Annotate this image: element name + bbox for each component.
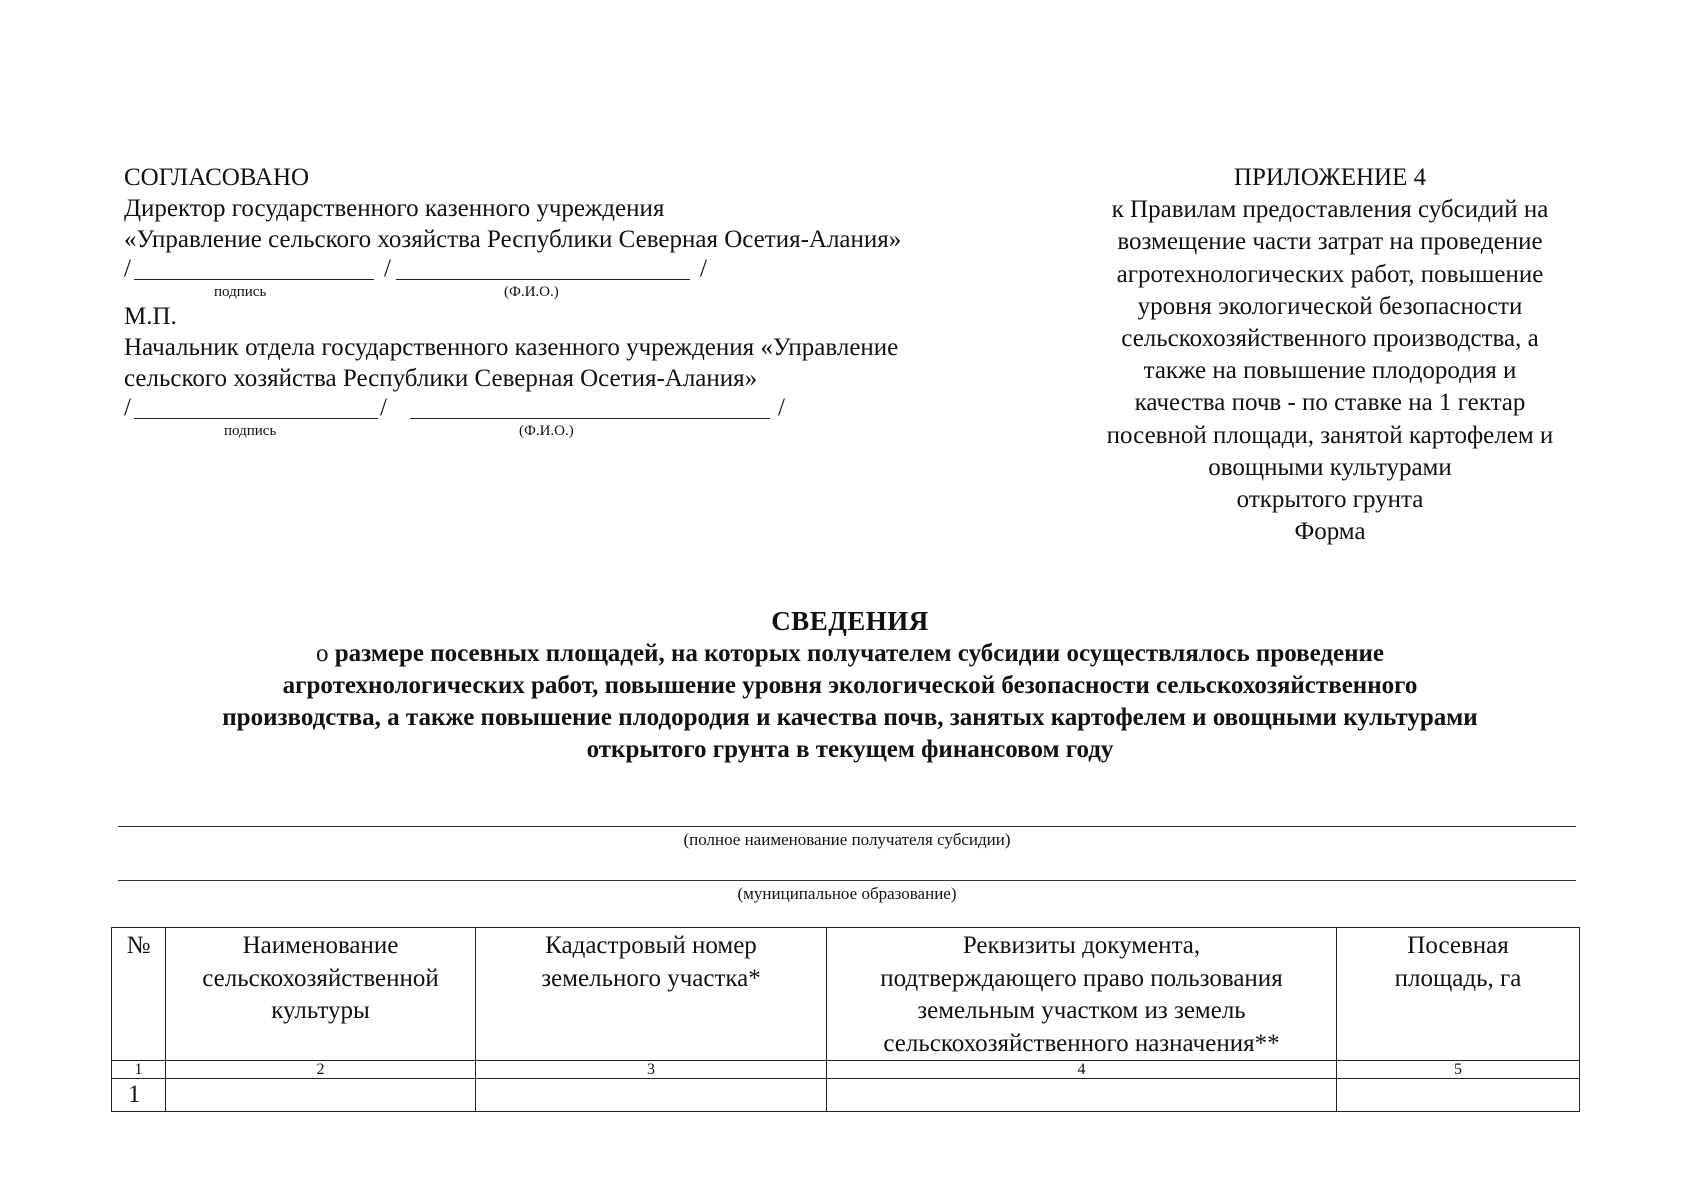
fio-blank <box>396 279 690 280</box>
slash-mark: / <box>380 394 387 421</box>
appendix-line: качества почв - по ставке на 1 гектар <box>1134 389 1526 417</box>
header-line: подтверждающего право пользования <box>880 964 1283 992</box>
signature-caption: подпись <box>224 423 277 439</box>
header-cadastral-number <box>476 928 827 1061</box>
table-row <box>112 1079 1580 1112</box>
header-line: земельным участком из земель <box>917 997 1246 1024</box>
header-crop-name <box>166 928 476 1061</box>
column-number: 5 <box>1337 1061 1580 1079</box>
appendix-line: к Правилам предоставления субсидий на <box>1111 196 1549 224</box>
title-text: размере посевных площадей, на которых получателем субсидии осуществлялось проведение <box>334 640 1385 667</box>
title-line-2: агротехнологических работ, повышение уровня экологической безопасности сельскохозяйственного <box>282 672 1418 699</box>
appendix-line: агротехнологических работ, повышение <box>1116 260 1544 288</box>
title-line-3: производства, а также повышение плодородия и качества почв, занятых картофелем и овощными культурами <box>222 704 1478 731</box>
title-heading: СВЕДЕНИЯ <box>771 606 929 636</box>
column-number: 3 <box>476 1061 827 1079</box>
column-number: 1 <box>112 1061 166 1079</box>
director-title: Директор государственного казенного учреждения <box>124 195 665 222</box>
header-line: Реквизиты документа, <box>962 932 1201 959</box>
slash-mark: / <box>384 255 391 282</box>
chief-title-line-2: сельского хозяйства Республики Северная Осетия-Алания» <box>124 365 758 392</box>
title-prefix: о <box>315 640 329 667</box>
appendix-line: также на повышение плодородия и <box>1143 357 1517 385</box>
approval-heading: СОГЛАСОВАНО <box>124 164 310 191</box>
signature-caption: подпись <box>214 284 267 300</box>
slash-mark: / <box>778 394 785 421</box>
header-line: площадь, га <box>1394 964 1522 992</box>
appendix-line: сельскохозяйственного производства, а <box>1121 325 1539 353</box>
appendix-line: открытого грунта <box>1236 486 1424 514</box>
row-number-cell: 1 <box>112 1079 166 1112</box>
institution-name: «Управление сельского хозяйства Республики Северная Осетия-Алания» <box>124 226 902 253</box>
recipient-name-line[interactable] <box>118 826 1576 827</box>
header-line: Посевная <box>1407 932 1509 959</box>
municipality-line[interactable] <box>118 880 1576 881</box>
title-line-4: открытого грунта в текущем финансовом году <box>586 736 1114 763</box>
title-line-1 <box>80 638 1620 670</box>
fio-caption: (Ф.И.О.) <box>519 423 574 439</box>
recipient-caption: (полное наименование получателя субсидии) <box>683 830 1011 849</box>
slash-mark: / <box>124 394 131 421</box>
appendix-block <box>1050 162 1610 548</box>
fio-blank <box>410 418 770 419</box>
crop-name-cell[interactable] <box>166 1079 476 1112</box>
slash-mark: / <box>124 255 131 282</box>
director-signature-row <box>124 255 1034 283</box>
column-number-row <box>112 1061 1580 1079</box>
chief-title-line-1: Начальник отдела государственного казенного учреждения «Управление <box>124 334 899 361</box>
stamp-label: М.П. <box>124 303 177 330</box>
areas-table <box>111 927 1580 1112</box>
header-number: № <box>112 928 166 1061</box>
document-title <box>80 604 1620 766</box>
fio-caption: (Ф.И.О.) <box>504 284 559 300</box>
table-header-row <box>112 928 1580 1061</box>
appendix-line: уровня экологической безопасности <box>1137 292 1523 320</box>
header-document-details <box>827 928 1337 1061</box>
header-line: культуры <box>271 997 370 1024</box>
appendix-line: ПРИЛОЖЕНИЕ 4 <box>1233 164 1427 191</box>
header-line: земельного участка* <box>541 964 761 992</box>
appendix-line: посевной площади, занятой картофелем и <box>1106 421 1554 449</box>
column-number: 2 <box>166 1061 476 1079</box>
approval-block <box>124 162 1034 440</box>
document-details-cell[interactable] <box>827 1079 1337 1112</box>
signature-blank <box>134 418 378 419</box>
director-signature-captions <box>124 283 1034 301</box>
sown-area-cell[interactable] <box>1337 1079 1580 1112</box>
form-label: Форма <box>1294 518 1366 546</box>
signature-blank <box>134 279 374 280</box>
header-line: Наименование <box>242 932 399 959</box>
chief-signature-row <box>124 394 1034 422</box>
header-line: Кадастровый номер <box>545 932 757 959</box>
header-line: сельскохозяйственной <box>202 964 439 992</box>
appendix-line: возмещение части затрат на проведение <box>1117 228 1543 256</box>
header-sown-area <box>1337 928 1580 1061</box>
cadastral-number-cell[interactable] <box>476 1079 827 1112</box>
slash-mark: / <box>700 255 707 282</box>
column-number: 4 <box>827 1061 1337 1079</box>
chief-signature-captions <box>124 422 1034 440</box>
appendix-line: овощными культурами <box>1208 453 1452 481</box>
header-line: сельскохозяйственного назначения** <box>883 1029 1280 1057</box>
municipality-caption: (муниципальное образование) <box>737 884 957 903</box>
